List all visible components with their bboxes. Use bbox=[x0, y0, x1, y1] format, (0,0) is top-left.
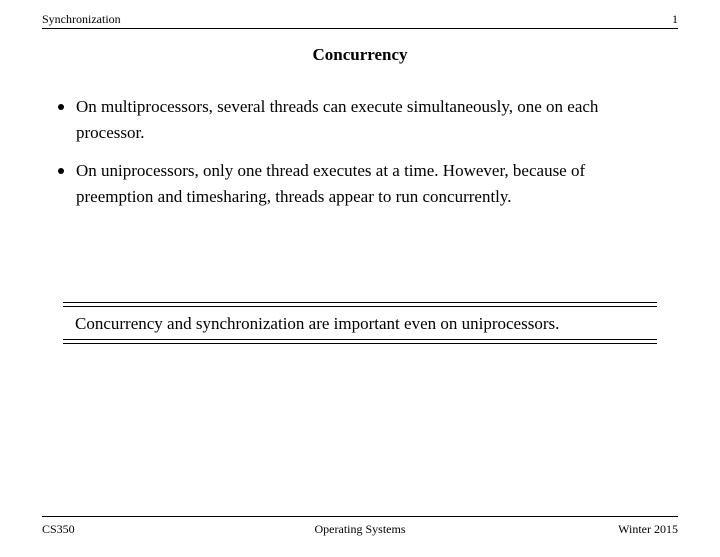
footer-subject: Operating Systems bbox=[314, 522, 406, 536]
page-number: 1 bbox=[672, 12, 678, 26]
footer-divider bbox=[42, 516, 678, 517]
bullet-list bbox=[58, 94, 658, 222]
bullet-dot-icon bbox=[58, 168, 64, 174]
footer-term: Winter 2015 bbox=[618, 522, 678, 536]
callout-bottom-rule bbox=[63, 339, 657, 344]
bullet-text: On uniprocessors, only one thread executes at a time. However, because of preemption and timesharing, threads appear to run concurrently. bbox=[76, 161, 586, 206]
bullet-dot-icon bbox=[58, 104, 64, 110]
header-divider bbox=[42, 28, 678, 29]
bullet-text: On multiprocessors, several threads can execute simultaneously, one on each processor. bbox=[76, 97, 599, 142]
footer-course: CS350 bbox=[42, 522, 75, 536]
header-section: Synchronization bbox=[42, 12, 121, 26]
slide-title: Concurrency bbox=[312, 45, 408, 64]
bullet-item bbox=[58, 94, 658, 146]
callout-top-rule bbox=[63, 302, 657, 307]
bullet-item bbox=[58, 158, 658, 210]
callout-text: Concurrency and synchronization are important even on uniprocessors. bbox=[75, 314, 560, 333]
